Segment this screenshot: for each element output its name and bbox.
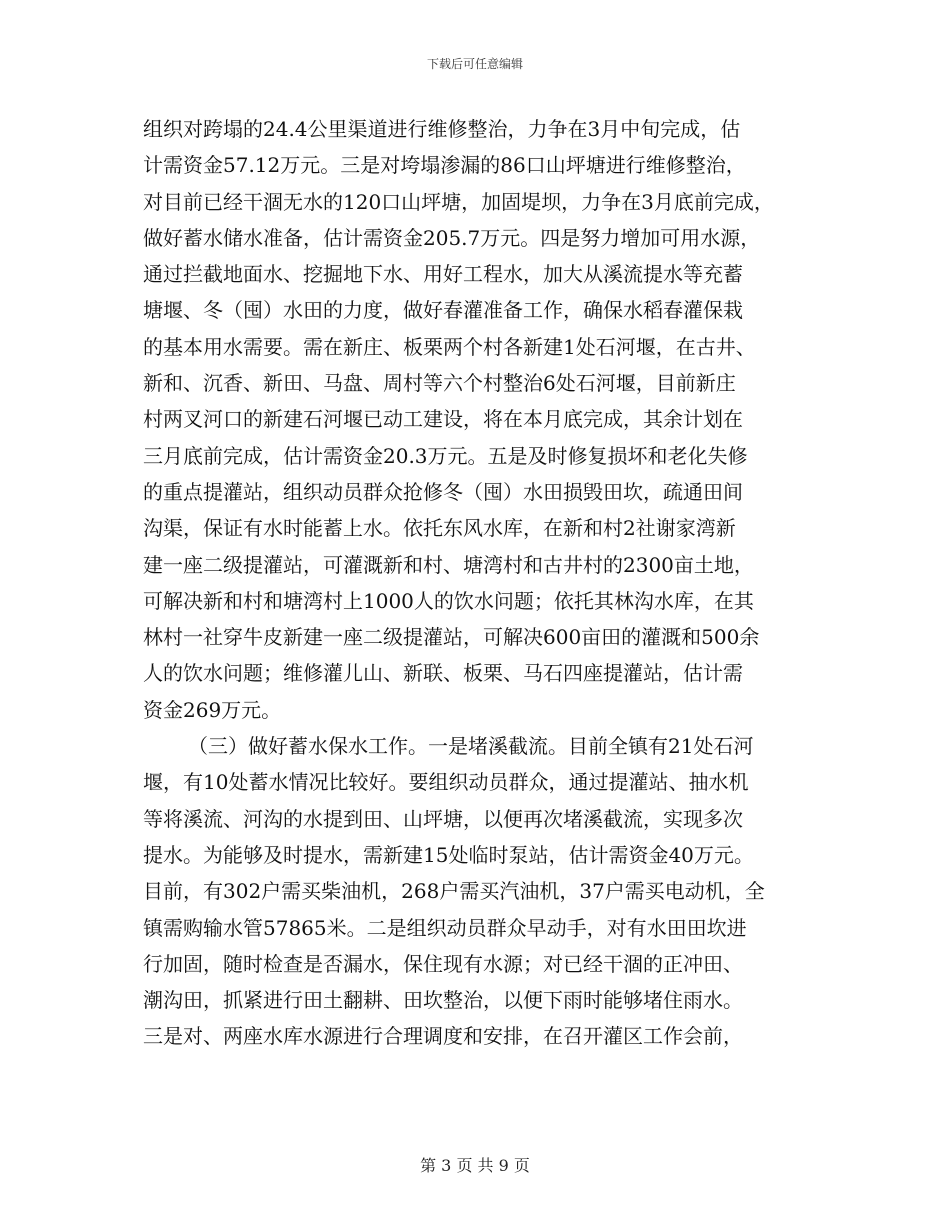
text-line: 潮沟田，抓紧进行田土翻耕、田坎整治，以便下雨时能够堵住雨水。 — [143, 988, 743, 1013]
text-line: 可解决新和村和塘湾村上1000人的饮水问题；依托其林沟水库，在其 — [143, 588, 754, 613]
text-line: 堰，有10处蓄水情况比较好。要组织动员群众，通过提灌站、抽水机 — [143, 770, 749, 795]
section-heading-line: （三）做好蓄水保水工作。一是堵溪截流。目前全镇有21处石河 — [188, 734, 754, 759]
page-header: 下载后可任意编辑 — [426, 57, 523, 71]
text-line: 目前，有302户需买柴油机，268户需买汽油机，37户需买电动机，全 — [143, 879, 765, 904]
text-line: 等将溪流、河沟的水提到田、山坪塘，以便再次堵溪截流，实现多次 — [143, 806, 743, 831]
text-line: 村两叉河口的新建石河堰已动工建设，将在本月底完成，其余计划在 — [143, 407, 743, 432]
text-line: 资金269万元。 — [143, 697, 282, 722]
text-line: 的重点提灌站，组织动员群众抢修冬（囤）水田损毁田坎，疏通田间 — [143, 479, 743, 504]
text-line: 做好蓄水储水准备，估计需资金205.7万元。四是努力增加可用水源， — [143, 225, 761, 250]
text-line: 镇需购输水管57865米。二是组织动员群众早动手，对有水田田坎进 — [143, 915, 747, 940]
text-line: 对目前已经干涸无水的120口山坪塘，加固堤坝，力争在3月底前完成， — [143, 189, 774, 214]
text-line: 组织对跨塌的24.4公里渠道进行维修整治，力争在3月中旬完成，估 — [143, 117, 741, 141]
text-line: 三是对、两座水库水源进行合理调度和安排，在召开灌区工作会前， — [143, 1024, 743, 1049]
text-line: 建一座二级提灌站，可灌溉新和村、塘湾村和古井村的2300亩土地， — [143, 552, 754, 577]
text-line: 三月底前完成，估计需资金20.3万元。五是及时修复损坏和老化失修 — [143, 443, 748, 468]
text-line: 提水。为能够及时提水，需新建15处临时泵站，估计需资金40万元。 — [143, 842, 754, 867]
text-line: 林村一社穿牛皮新建一座二级提灌站，可解决600亩田的灌溉和500余 — [143, 625, 760, 650]
text-line: 塘堰、冬（囤）水田的力度，做好春灌准备工作，确保水稻春灌保栽 — [143, 298, 743, 323]
text-line: 新和、沉香、新田、马盘、周村等六个村整治6处石河堰，目前新庄 — [143, 371, 736, 396]
text-line: 人的饮水问题；维修灌儿山、新联、板栗、马石四座提灌站，估计需 — [143, 661, 743, 686]
text-line: 沟渠，保证有水时能蓄上水。依托东风水库，在新和村2社谢家湾新 — [143, 516, 736, 541]
page-number-footer: 第 3 页 共 9 页 — [420, 1156, 530, 1175]
text-line: 通过拦截地面水、挖掘地下水、用好工程水，加大从溪流提水等充蓄 — [143, 262, 743, 287]
text-line: 的基本用水需要。需在新庄、板栗两个村各新建1处石河堰，在古井、 — [143, 334, 756, 359]
text-line: 行加固，随时检查是否漏水，保住现有水源；对已经干涸的正冲田、 — [143, 951, 743, 976]
text-line: 计需资金57.12万元。三是对垮塌渗漏的86口山坪塘进行维修整治， — [143, 153, 746, 178]
document-body — [143, 111, 823, 1055]
